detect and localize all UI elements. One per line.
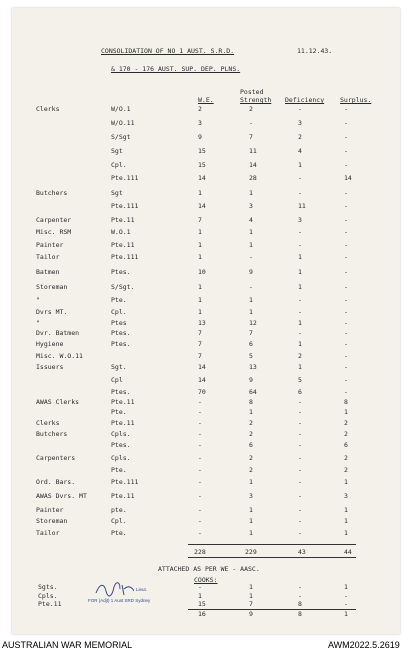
row-deficiency-value: 1 — [298, 161, 302, 169]
row-posted-value: 6 — [249, 340, 253, 348]
attached-total-surplus: 1 — [344, 610, 348, 618]
row-section: AWAS Dvrs. MT — [36, 492, 87, 500]
row-section: " — [36, 296, 40, 304]
total-we: 228 — [194, 548, 206, 556]
row-surplus-value: 2 — [344, 430, 348, 438]
row-deficiency-value: - — [298, 454, 302, 462]
attached-surplus-value: 1 — [344, 583, 348, 591]
row-surplus-value: 1 — [344, 478, 348, 486]
row-rank: Pte.111 — [111, 253, 139, 261]
row-we-value: - — [198, 506, 202, 514]
col-header-posted: Posted — [240, 88, 264, 96]
attached-we-value: - — [198, 583, 202, 591]
attached-surplus-value: - — [344, 592, 348, 600]
row-posted-value: 9 — [249, 268, 253, 276]
row-section: AWAS Clerks — [36, 398, 80, 406]
row-deficiency-value: - — [298, 492, 302, 500]
row-surplus-value: 2 — [344, 454, 348, 462]
row-we-value: 14 — [198, 376, 206, 384]
row-deficiency-value: - — [298, 329, 302, 337]
row-we-value: - — [198, 408, 202, 416]
row-surplus-value: - — [344, 340, 348, 348]
col-header-surplus: Surplus. — [340, 96, 372, 104]
row-rank: Pte.11 — [111, 492, 135, 500]
row-we-value: - — [198, 441, 202, 449]
attached-total-deficiency: 8 — [298, 610, 302, 618]
attached-posted-value: 1 — [249, 592, 253, 600]
row-we-value: 13 — [198, 319, 206, 327]
row-deficiency-value: 4 — [298, 147, 302, 155]
row-posted-value: 2 — [249, 430, 253, 438]
row-deficiency-value: - — [298, 174, 302, 182]
row-posted-value: 2 — [249, 419, 253, 427]
document-page — [12, 8, 400, 634]
col-header-we: W.E. — [198, 96, 214, 104]
row-posted-value: 7 — [249, 329, 253, 337]
row-surplus-value: 14 — [344, 174, 352, 182]
row-posted-value: 1 — [249, 228, 253, 236]
row-posted-value: 64 — [249, 388, 257, 396]
row-deficiency-value: 1 — [298, 253, 302, 261]
row-surplus-value: 6 — [344, 441, 348, 449]
row-section: Butchers — [36, 430, 68, 438]
row-posted-value: 1 — [249, 506, 253, 514]
attached-rank: Pte.11 — [38, 600, 62, 608]
row-we-value: 7 — [198, 352, 202, 360]
row-rank: S/Sgt — [111, 133, 131, 141]
row-deficiency-value: 11 — [298, 202, 306, 210]
row-deficiency-value: - — [298, 189, 302, 197]
row-we-value: 15 — [198, 161, 206, 169]
row-rank: Cpl. — [111, 308, 127, 316]
row-section: " — [36, 319, 40, 327]
row-posted-value: 1 — [249, 408, 253, 416]
row-rank: Pte.11 — [111, 398, 135, 406]
col-header-strength: Strength — [240, 96, 272, 104]
row-surplus-value: - — [344, 133, 348, 141]
row-deficiency-value: 1 — [298, 340, 302, 348]
row-deficiency-value: - — [298, 517, 302, 525]
row-rank: Pte.11 — [111, 419, 135, 427]
attached-total-we: 16 — [198, 610, 206, 618]
row-posted-value: - — [249, 283, 253, 291]
attached-surplus-value: - — [344, 600, 348, 608]
total-deficiency: 43 — [298, 548, 306, 556]
row-surplus-value: - — [344, 376, 348, 384]
row-rank: Cpl. — [111, 517, 127, 525]
footer-accession-number: AWM2022.5.2619 — [328, 640, 400, 650]
row-section: Carpenter — [36, 216, 72, 224]
row-section: Hygiene — [36, 340, 64, 348]
row-we-value: 1 — [198, 228, 202, 236]
attached-rank: Cpls. — [38, 592, 58, 600]
row-we-value: 1 — [198, 308, 202, 316]
attached-title: ATTACHED AS PER WE - AASC. — [158, 565, 260, 573]
row-rank: Ptes. — [111, 441, 131, 449]
stamp-unit: FOR (Adjt) 1 Aust SRD Sydney — [88, 598, 151, 603]
row-we-value: 1 — [198, 241, 202, 249]
row-deficiency-value: 3 — [298, 216, 302, 224]
stamp-rank: Lieut. — [136, 587, 148, 592]
row-we-value: 10 — [198, 268, 206, 276]
row-section: Issuers — [36, 363, 64, 371]
document-date: 11.12.43. — [297, 47, 333, 55]
row-we-value: 14 — [198, 202, 206, 210]
col-header-deficiency: Deficiency — [285, 96, 325, 104]
row-we-value: 2 — [198, 105, 202, 113]
row-posted-value: 1 — [249, 189, 253, 197]
row-posted-value: 9 — [249, 376, 253, 384]
row-deficiency-value: - — [298, 296, 302, 304]
row-surplus-value: - — [344, 308, 348, 316]
row-posted-value: 12 — [249, 319, 257, 327]
row-deficiency-value: - — [298, 430, 302, 438]
row-deficiency-value: - — [298, 529, 302, 537]
row-deficiency-value: 1 — [298, 283, 302, 291]
row-surplus-value: - — [344, 296, 348, 304]
footer-institution: AUSTRALIAN WAR MEMORIAL — [2, 640, 133, 650]
row-posted-value: 2 — [249, 466, 253, 474]
row-deficiency-value: 5 — [298, 376, 302, 384]
row-surplus-value: - — [344, 283, 348, 291]
row-rank: Sgt. — [111, 363, 127, 371]
row-we-value: 7 — [198, 340, 202, 348]
row-rank: Pte.11 — [111, 216, 135, 224]
row-we-value: - — [198, 454, 202, 462]
row-surplus-value: - — [344, 147, 348, 155]
row-posted-value: 1 — [249, 529, 253, 537]
row-section: Tailor — [36, 253, 60, 261]
row-rank: W/O.11 — [111, 119, 135, 127]
row-posted-value: 7 — [249, 133, 253, 141]
row-surplus-value: - — [344, 119, 348, 127]
document-subtitle: & 170 - 176 AUST. SUP. DEP. PLNS. — [111, 65, 241, 73]
row-deficiency-value: 1 — [298, 268, 302, 276]
row-deficiency-value: 3 — [298, 119, 302, 127]
row-we-value: - — [198, 430, 202, 438]
row-surplus-value: - — [344, 329, 348, 337]
row-section: Carpenters — [36, 454, 76, 462]
row-deficiency-value: - — [298, 105, 302, 113]
row-deficiency-value: 6 — [298, 388, 302, 396]
row-section: Dvrs MT. — [36, 308, 68, 316]
row-deficiency-value: - — [298, 478, 302, 486]
row-we-value: - — [198, 478, 202, 486]
row-surplus-value: 1 — [344, 408, 348, 416]
row-deficiency-value: - — [298, 398, 302, 406]
total-posted: 229 — [245, 548, 257, 556]
row-section: Tailor — [36, 529, 60, 537]
row-surplus-value: - — [344, 319, 348, 327]
row-we-value: 70 — [198, 388, 206, 396]
row-section: Clerks — [36, 419, 60, 427]
row-section: Butchers — [36, 189, 68, 197]
row-section: Batmen — [36, 268, 60, 276]
row-surplus-value: 8 — [344, 398, 348, 406]
row-we-value: 3 — [198, 119, 202, 127]
attached-rank: Sgts. — [38, 583, 58, 591]
total-surplus: 44 — [344, 548, 352, 556]
row-deficiency-value: - — [298, 308, 302, 316]
row-rank: Ptes. — [111, 329, 131, 337]
row-we-value: - — [198, 529, 202, 537]
row-deficiency-value: - — [298, 241, 302, 249]
row-we-value: 1 — [198, 283, 202, 291]
row-we-value: - — [198, 419, 202, 427]
row-posted-value: 1 — [249, 296, 253, 304]
row-deficiency-value: - — [298, 408, 302, 416]
row-section: Storeman — [36, 283, 68, 291]
row-rank: W.O.1 — [111, 228, 131, 236]
row-surplus-value: - — [344, 241, 348, 249]
row-rank: Ptes. — [111, 340, 131, 348]
row-section: Dvr. Batmen — [36, 329, 80, 337]
row-surplus-value: 3 — [344, 492, 348, 500]
attached-posted-value: 1 — [249, 583, 253, 591]
row-rank: Pte.111 — [111, 478, 139, 486]
row-surplus-value: - — [344, 228, 348, 236]
attached-we-value: 1 — [198, 592, 202, 600]
row-posted-value: 1 — [249, 308, 253, 316]
row-posted-value: 2 — [249, 454, 253, 462]
attached-posted-value: 7 — [249, 600, 253, 608]
row-we-value: 1 — [198, 189, 202, 197]
row-section: Ord. Bars. — [36, 478, 76, 486]
row-we-value: - — [198, 492, 202, 500]
row-deficiency-value: - — [298, 466, 302, 474]
row-we-value: 1 — [198, 296, 202, 304]
row-we-value: 14 — [198, 363, 206, 371]
row-surplus-value: - — [344, 105, 348, 113]
row-rank: Ptes — [111, 319, 127, 327]
row-rank: Pte.111 — [111, 174, 139, 182]
row-section: Painter — [36, 241, 64, 249]
attached-deficiency-value: - — [298, 592, 302, 600]
row-we-value: 7 — [198, 216, 202, 224]
row-surplus-value: - — [344, 388, 348, 396]
row-posted-value: 28 — [249, 174, 257, 182]
row-posted-value: 6 — [249, 441, 253, 449]
row-rank: Ptes. — [111, 388, 131, 396]
row-surplus-value: 2 — [344, 466, 348, 474]
row-posted-value: 1 — [249, 517, 253, 525]
row-surplus-value: 1 — [344, 517, 348, 525]
row-posted-value: 8 — [249, 398, 253, 406]
row-section: Misc. W.O.11 — [36, 352, 83, 360]
row-posted-value: 1 — [249, 478, 253, 486]
row-rank: Pte. — [111, 296, 127, 304]
cooks-label: COOKS: — [194, 576, 218, 584]
row-posted-value: 5 — [249, 352, 253, 360]
row-we-value: - — [198, 517, 202, 525]
totals-rule-bottom — [188, 557, 356, 558]
attached-deficiency-value: - — [298, 583, 302, 591]
row-rank: Cpl — [111, 376, 123, 384]
totals-rule-top — [188, 544, 356, 545]
row-posted-value: - — [249, 119, 253, 127]
row-posted-value: 2 — [249, 105, 253, 113]
row-we-value: 1 — [198, 253, 202, 261]
row-rank: Pte.11 — [111, 241, 135, 249]
row-rank: Cpls. — [111, 454, 131, 462]
row-rank: Sgt — [111, 189, 123, 197]
row-posted-value: 4 — [249, 216, 253, 224]
row-we-value: - — [198, 398, 202, 406]
attached-we-value: 15 — [198, 600, 206, 608]
row-rank: Pte. — [111, 529, 127, 537]
row-rank: Pte.111 — [111, 202, 139, 210]
row-section: Storeman — [36, 517, 68, 525]
row-posted-value: - — [249, 253, 253, 261]
row-rank: W/O.1 — [111, 105, 131, 113]
row-posted-value: 13 — [249, 363, 257, 371]
row-surplus-value: - — [344, 216, 348, 224]
row-section: Painter — [36, 506, 64, 514]
attached-total-posted: 9 — [249, 610, 253, 618]
attached-deficiency-value: 8 — [298, 600, 302, 608]
row-deficiency-value: - — [298, 506, 302, 514]
row-surplus-value: - — [344, 363, 348, 371]
row-rank: pte. — [111, 506, 127, 514]
row-deficiency-value: 1 — [298, 319, 302, 327]
row-posted-value: 3 — [249, 202, 253, 210]
row-we-value: 7 — [198, 329, 202, 337]
row-we-value: 14 — [198, 174, 206, 182]
row-surplus-value: - — [344, 161, 348, 169]
row-posted-value: 14 — [249, 161, 257, 169]
row-surplus-value: - — [344, 253, 348, 261]
row-surplus-value: 2 — [344, 419, 348, 427]
attached-totals-rule — [188, 609, 356, 610]
row-posted-value: 3 — [249, 492, 253, 500]
row-deficiency-value: 2 — [298, 352, 302, 360]
row-deficiency-value: - — [298, 441, 302, 449]
row-surplus-value: - — [344, 202, 348, 210]
row-surplus-value: - — [344, 189, 348, 197]
row-we-value: 15 — [198, 147, 206, 155]
row-deficiency-value: 2 — [298, 133, 302, 141]
row-surplus-value: 1 — [344, 529, 348, 537]
row-rank: Pte. — [111, 408, 127, 416]
row-rank: Cpl. — [111, 161, 127, 169]
row-we-value: 9 — [198, 133, 202, 141]
row-deficiency-value: - — [298, 228, 302, 236]
row-deficiency-value: - — [298, 419, 302, 427]
signature-icon — [94, 579, 134, 597]
row-posted-value: 11 — [249, 147, 257, 155]
row-we-value: - — [198, 466, 202, 474]
row-rank: Pte. — [111, 466, 127, 474]
row-rank: Cpls. — [111, 430, 131, 438]
row-rank: Sgt — [111, 147, 123, 155]
row-rank: Ptes. — [111, 268, 131, 276]
row-rank: S/Sgt. — [111, 283, 135, 291]
row-surplus-value: - — [344, 352, 348, 360]
document-title: CONSOLIDATION OF NO 1 AUST. S.R.D. — [101, 47, 235, 55]
row-posted-value: 1 — [249, 241, 253, 249]
row-section: Clerks — [36, 105, 60, 113]
row-section: Misc. RSM — [36, 228, 72, 236]
row-surplus-value: 1 — [344, 506, 348, 514]
row-surplus-value: - — [344, 268, 348, 276]
row-deficiency-value: 1 — [298, 363, 302, 371]
